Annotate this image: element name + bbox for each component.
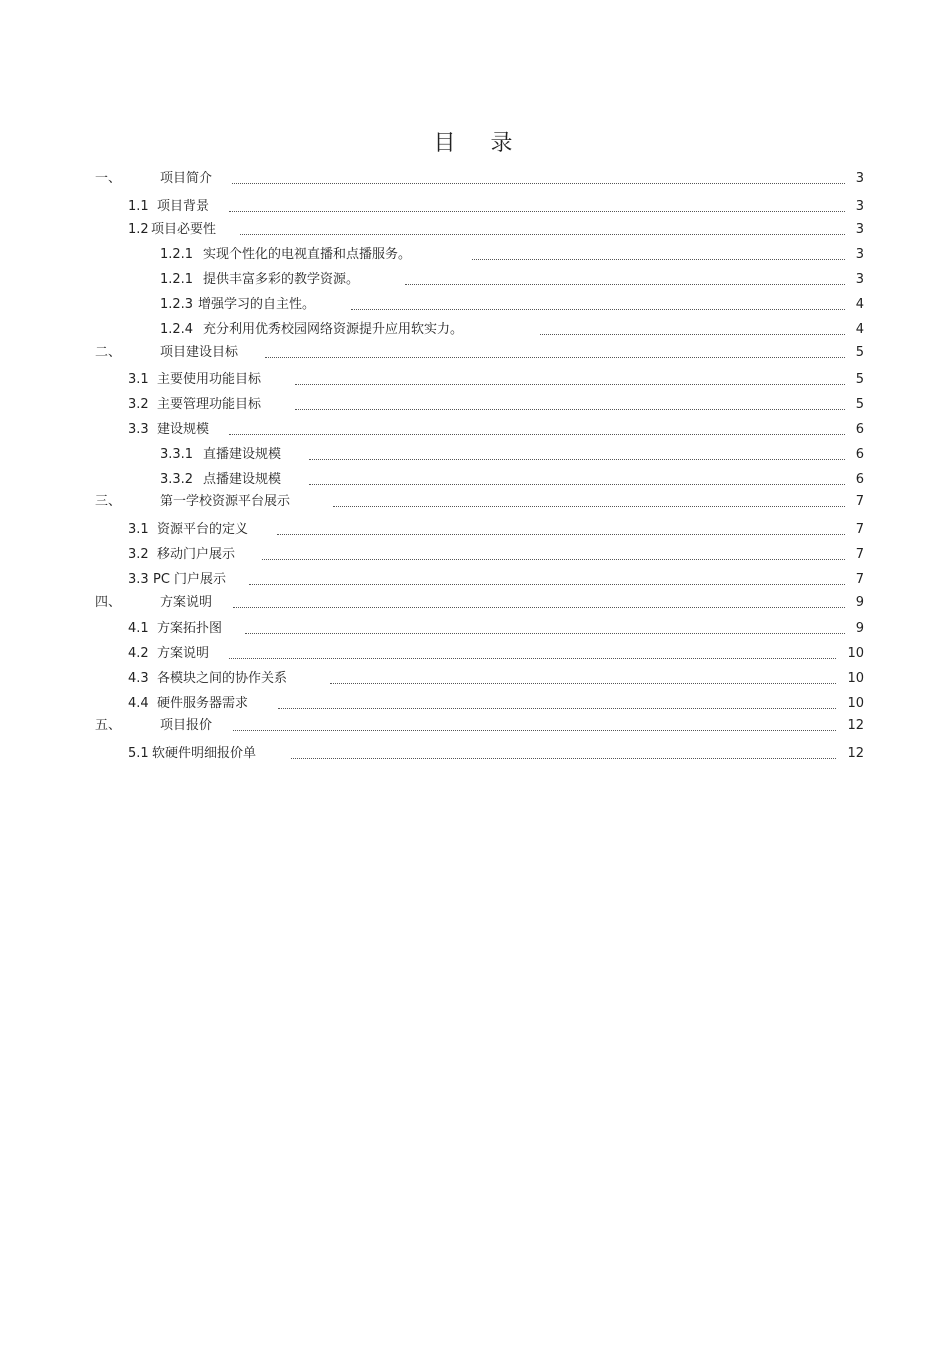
toc-leader-dots <box>229 211 845 212</box>
toc-entry-page-number: 5 <box>855 372 864 387</box>
toc-leader-dots <box>309 459 845 460</box>
toc-entry[interactable] <box>128 221 864 239</box>
toc-entry-label: 项目简介 <box>160 171 213 186</box>
page-title: 目 录 <box>433 131 527 156</box>
toc-entry[interactable] <box>128 371 864 389</box>
toc-leader-dots <box>233 730 836 731</box>
toc-leader-dots <box>277 534 845 535</box>
toc-entry[interactable] <box>160 321 864 339</box>
toc-entry-number: 3.2 <box>128 397 149 412</box>
toc-leader-dots <box>262 559 845 560</box>
toc-entry-label: 项目必要性 <box>151 222 217 237</box>
toc-leader-dots <box>278 708 836 709</box>
toc-entry-label: 主要管理功能目标 <box>157 397 262 412</box>
toc-entry-number: 3.3.1 <box>160 447 194 462</box>
toc-leader-dots <box>351 309 845 310</box>
toc-leader-dots <box>309 484 845 485</box>
toc-entry-number: 4.1 <box>128 621 149 636</box>
toc-entry-page-number: 12 <box>847 718 864 733</box>
toc-leader-dots <box>405 284 845 285</box>
toc-entry-number: 3.3 <box>128 422 149 437</box>
toc-entry-label: 方案说明 <box>160 595 213 610</box>
toc-entry-number: 四、 <box>95 595 122 610</box>
toc-entry-page-number: 4 <box>855 322 864 337</box>
toc-entry-label: 移动门户展示 <box>157 547 236 562</box>
toc-entry-number: 3.1 <box>128 522 149 537</box>
toc-entry-number: 三、 <box>95 494 122 509</box>
toc-entry[interactable] <box>160 271 864 289</box>
toc-entry-label: 提供丰富多彩的教学资源。 <box>203 272 360 287</box>
toc-entry-number: 3.2 <box>128 547 149 562</box>
toc-entry-page-number: 5 <box>855 397 864 412</box>
toc-entry-label: 主要使用功能目标 <box>157 372 262 387</box>
toc-entry[interactable] <box>160 246 864 264</box>
toc-entry-number: 1.2.1 <box>160 272 194 287</box>
toc-entry-page-number: 3 <box>855 272 864 287</box>
toc-entry-page-number: 6 <box>855 422 864 437</box>
toc-entry[interactable] <box>128 745 864 763</box>
toc-entry[interactable] <box>128 670 864 688</box>
toc-entry[interactable] <box>95 344 864 362</box>
toc-entry-number: 五、 <box>95 718 122 733</box>
toc-leader-dots <box>265 357 845 358</box>
toc-entry-number: 一、 <box>95 171 122 186</box>
toc-entry-page-number: 10 <box>847 671 864 686</box>
toc-leader-dots <box>295 384 845 385</box>
toc-entry-number: 1.2.1 <box>160 247 194 262</box>
toc-entry[interactable] <box>128 421 864 439</box>
toc-entry-number: 4.2 <box>128 646 149 661</box>
toc-entry-label: 软硬件明细报价单 <box>152 746 257 761</box>
toc-entry-page-number: 6 <box>855 447 864 462</box>
toc-entry[interactable] <box>128 620 864 638</box>
toc-entry-label: 方案拓扑图 <box>157 621 223 636</box>
toc-entry-label: 实现个性化的电视直播和点播服务。 <box>203 247 412 262</box>
toc-entry[interactable] <box>95 717 864 735</box>
toc-entry[interactable] <box>128 695 864 713</box>
toc-leader-dots <box>233 607 845 608</box>
toc-entry-label: 硬件服务器需求 <box>157 696 249 711</box>
toc-entry[interactable] <box>160 296 864 314</box>
toc-entry-page-number: 6 <box>855 472 864 487</box>
toc-entry-number: 3.1 <box>128 372 149 387</box>
toc-entry-number: 1.2 <box>128 222 149 237</box>
toc-entry-label: 项目建设目标 <box>160 345 239 360</box>
toc-entry-page-number: 3 <box>855 222 864 237</box>
toc-leader-dots <box>333 506 845 507</box>
toc-leader-dots <box>229 658 836 659</box>
toc-entry-page-number: 9 <box>855 595 864 610</box>
toc-entry[interactable] <box>128 198 864 216</box>
toc-entry-page-number: 3 <box>855 199 864 214</box>
toc-leader-dots <box>295 409 845 410</box>
toc-entry[interactable] <box>95 594 864 612</box>
toc-leader-dots <box>472 259 845 260</box>
toc-leader-dots <box>249 584 845 585</box>
toc-entry-number: 3.3 <box>128 572 149 587</box>
toc-entry-page-number: 7 <box>855 572 864 587</box>
toc-entry-page-number: 10 <box>847 646 864 661</box>
toc-entry-label: PC 门户展示 <box>153 572 227 587</box>
toc-entry-number: 二、 <box>95 345 122 360</box>
toc-entry-number: 1.2.4 <box>160 322 194 337</box>
toc-leader-dots <box>229 434 845 435</box>
toc-leader-dots <box>245 633 845 634</box>
toc-entry[interactable] <box>128 645 864 663</box>
toc-leader-dots <box>232 183 845 184</box>
toc-entry[interactable] <box>128 396 864 414</box>
toc-entry-number: 3.3.2 <box>160 472 194 487</box>
toc-entry-page-number: 5 <box>855 345 864 360</box>
toc-entry-number: 5.1 <box>128 746 149 761</box>
toc-entry-label: 各模块之间的协作关系 <box>157 671 288 686</box>
toc-entry-label: 充分利用优秀校园网络资源提升应用软实力。 <box>203 322 464 337</box>
toc-entry-page-number: 7 <box>855 494 864 509</box>
toc-entry-label: 增强学习的自主性。 <box>198 297 316 312</box>
toc-entry-number: 1.2.3 <box>160 297 194 312</box>
toc-entry-page-number: 10 <box>847 696 864 711</box>
toc-entry-number: 4.4 <box>128 696 149 711</box>
toc-entry-page-number: 3 <box>855 171 864 186</box>
toc-entry-page-number: 9 <box>855 621 864 636</box>
toc-entry-page-number: 7 <box>855 547 864 562</box>
toc-entry-label: 方案说明 <box>157 646 210 661</box>
toc-entry[interactable] <box>128 546 864 564</box>
toc-entry-page-number: 12 <box>847 746 864 761</box>
toc-entry-page-number: 4 <box>855 297 864 312</box>
toc-entry[interactable] <box>160 471 864 489</box>
toc-entry-label: 点播建设规模 <box>203 472 282 487</box>
toc-entry[interactable] <box>95 170 864 188</box>
toc-entry-label: 项目背景 <box>157 199 210 214</box>
toc-leader-dots <box>540 334 845 335</box>
toc-entry-page-number: 3 <box>855 247 864 262</box>
toc-entry-page-number: 7 <box>855 522 864 537</box>
toc-entry-label: 项目报价 <box>160 718 213 733</box>
toc-entry[interactable] <box>128 521 864 539</box>
toc-entry-label: 资源平台的定义 <box>157 522 249 537</box>
toc-leader-dots <box>240 234 845 235</box>
toc-entry-label: 建设规模 <box>157 422 210 437</box>
toc-leader-dots <box>330 683 836 684</box>
toc-entry[interactable] <box>160 446 864 464</box>
toc-entry-label: 直播建设规模 <box>203 447 282 462</box>
toc-entry-label: 第一学校资源平台展示 <box>160 494 291 509</box>
toc-leader-dots <box>291 758 836 759</box>
toc-entry-number: 4.3 <box>128 671 149 686</box>
toc-entry[interactable] <box>95 493 864 511</box>
toc-entry[interactable] <box>128 571 864 589</box>
toc-entry-number: 1.1 <box>128 199 149 214</box>
